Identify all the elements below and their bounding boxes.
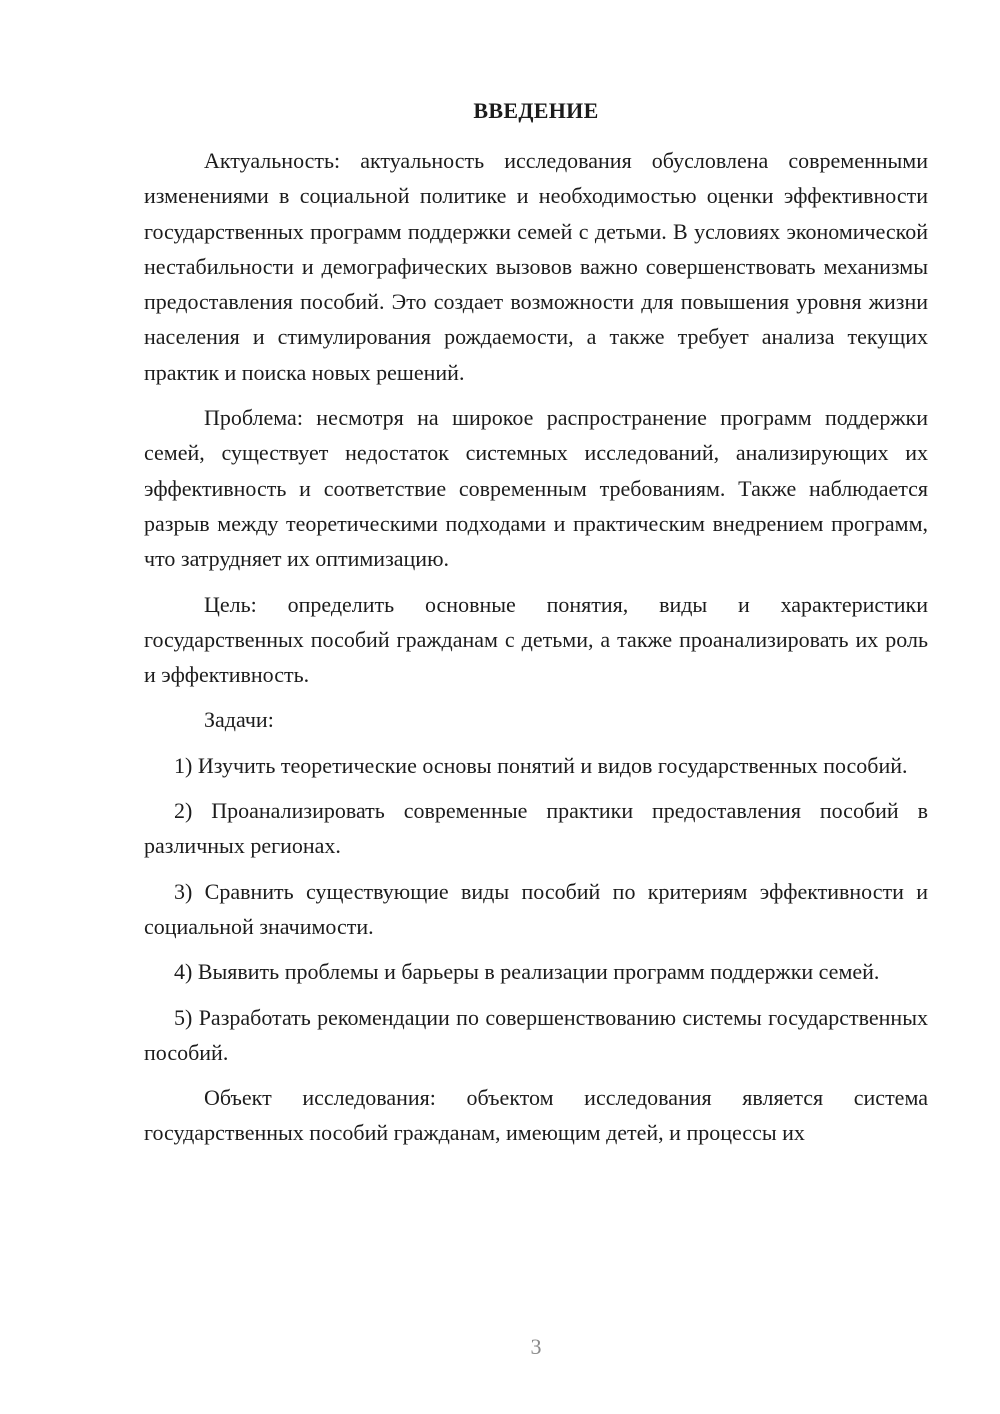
- paragraph-tasks-label: Задачи:: [204, 707, 274, 733]
- page-number: 3: [530, 1334, 542, 1359]
- section-heading: ВВЕДЕНИЕ: [473, 98, 599, 123]
- task-item-1: 1) Изучить теоретические основы понятий и видов государственных пособий.: [174, 752, 908, 778]
- paragraph-relevance: Актуальность: актуальность исследования обусловлена современными изменениями в социальной политике и необходимостью оценки эффективности государственных программ поддержки семей с детьми. В условиях экономической нестабильности и демографических вызовов важно совершенствовать механизмы предоставления пособий. Это создает возможности для повышения уровня жизни населения и стимулирования рождаемости, а также требует анализа текущих практик и поиска новых решений.: [144, 148, 928, 385]
- document-body: [144, 143, 928, 1161]
- task-item-3: 3) Сравнить существующие виды пособий по критериям эффективности и социальной значимости.: [144, 878, 928, 939]
- paragraph-goal: Цель: определить основные понятия, виды и характеристики государственных пособий гражданам с детьми, а также проанализировать их роль и эффективность.: [144, 591, 928, 688]
- task-item-2: 2) Проанализировать современные практики предоставления пособий в различных регионах.: [144, 798, 928, 859]
- paragraph-object: Объект исследования: объектом исследования является система государственных пособий гражданам, имеющим детей, и процессы их: [144, 1085, 928, 1146]
- task-item-5: 5) Разработать рекомендации по совершенствованию системы государственных пособий.: [144, 1004, 928, 1065]
- paragraph-problem: Проблема: несмотря на широкое распространение программ поддержки семей, существует недостаток системных исследований, анализирующих их эффективность и соответствие современным требованиям. Также наблюдается разрыв между теоретическими подходами и практическим внедрением программ, что затрудняет их оптимизацию.: [144, 405, 928, 572]
- task-item-4: 4) Выявить проблемы и барьеры в реализации программ поддержки семей.: [174, 959, 880, 985]
